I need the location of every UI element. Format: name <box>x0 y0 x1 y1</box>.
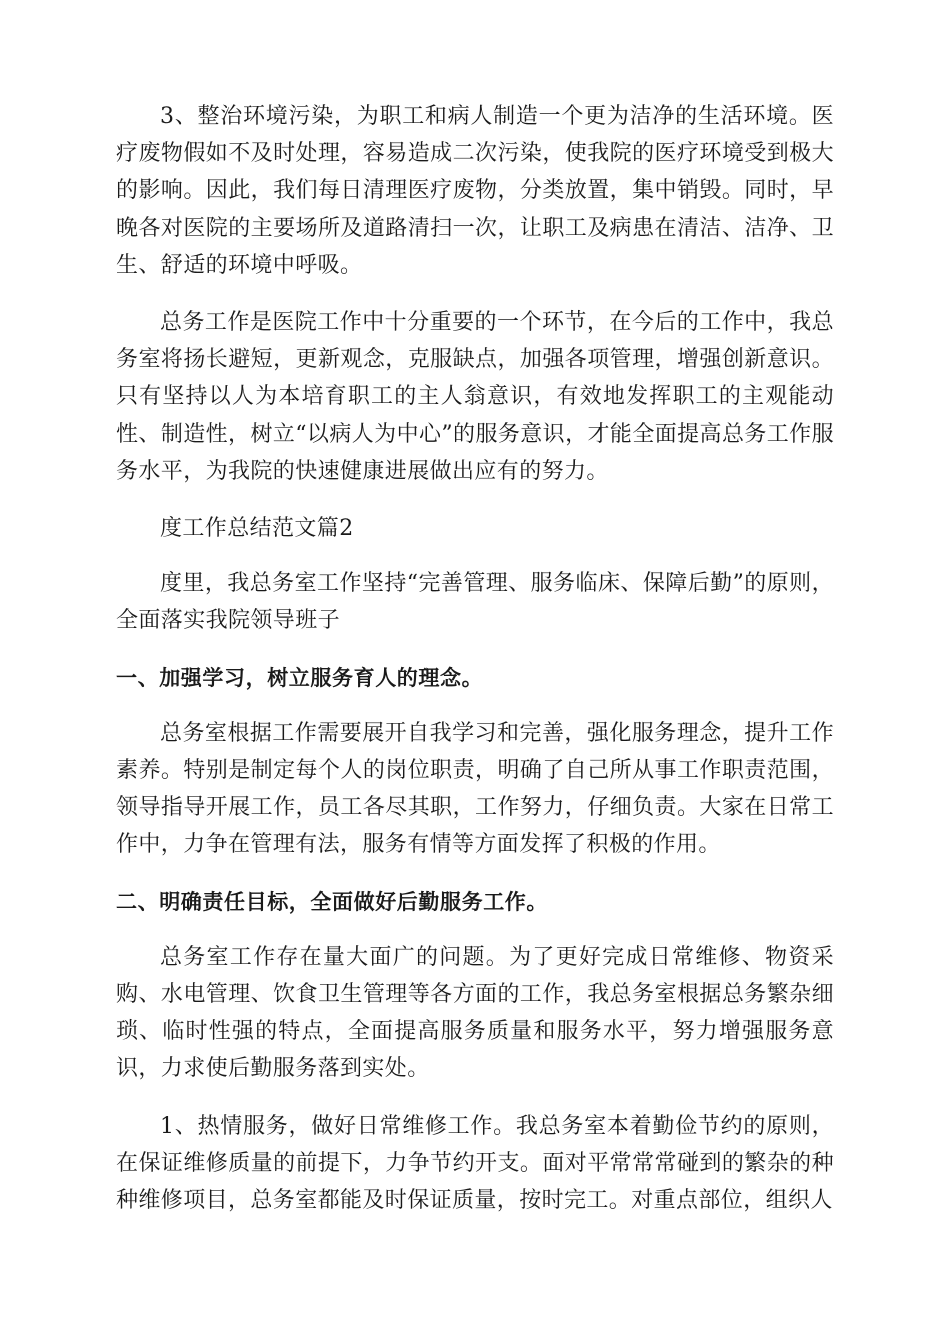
paragraph-learning: 总务室根据工作需要展开自我学习和完善，强化服务理念，提升工作素养。特别是制定每个人的岗位职责，明确了自己所从事工作职责范围，领导指导开展工作，员工各尽其职，工作努力，仔细负责。大家在日常工作中，力争在管理有法，服务有情等方面发挥了积极的作用。 <box>116 720 834 858</box>
paragraph-environment-cleanup: 3、整治环境污染，为职工和病人制造一个更为洁净的生活环境。医疗废物假如不及时处理，容易造成二次污染，使我院的医疗环境受到极大的影响。因此，我们每日清理医疗废物，分类放置，集中销毁。同时，早晚各对医院的主要场所及道路清扫一次，让职工及病患在清洁、洁净、卫生、舒适的环境中呼吸。 <box>116 104 834 278</box>
paragraph-logistics: 总务室工作存在量大面广的问题。为了更好完成日常维修、物资采购、水电管理、饮食卫生管理等各方面的工作，我总务室根据总务繁杂细琐、临时性强的特点，全面提高服务质量和服务水平，努力增强服务意识，力求使后勤服务落到实处。 <box>116 944 834 1082</box>
document-page <box>116 98 834 1239</box>
heading-strengthen-learning: 一、加强学习，树立服务育人的理念。 <box>116 665 484 690</box>
paragraph-intro: 度里，我总务室工作坚持“完善管理、服务临床、保障后勤”的原则，全面落实我院领导班子 <box>116 571 834 634</box>
section-title: 度工作总结范文篇2 <box>160 516 354 542</box>
heading-responsibility-goals: 二、明确责任目标，全面做好后勤服务工作。 <box>116 889 548 914</box>
paragraph-maintenance: 1、热情服务，做好日常维修工作。我总务室本着勤俭节约的原则，在保证维修质量的前提下，力争节约开支。面对平常常常碰到的繁杂的种种维修项目，总务室都能及时保证质量，按时完工。对重点部位，组织人 <box>116 1113 834 1214</box>
paragraph-summary-outlook: 总务工作是医院工作中十分重要的一个环节，在今后的工作中，我总务室将扬长避短，更新观念，克服缺点，加强各项管理，增强创新意识。只有坚持以人为本培育职工的主人翁意识，有效地发挥职工的主观能动性、制造性，树立“以病人为中心”的服务意识，才能全面提高总务工作服务水平，为我院的快速健康进展做出应有的努力。 <box>116 310 834 484</box>
